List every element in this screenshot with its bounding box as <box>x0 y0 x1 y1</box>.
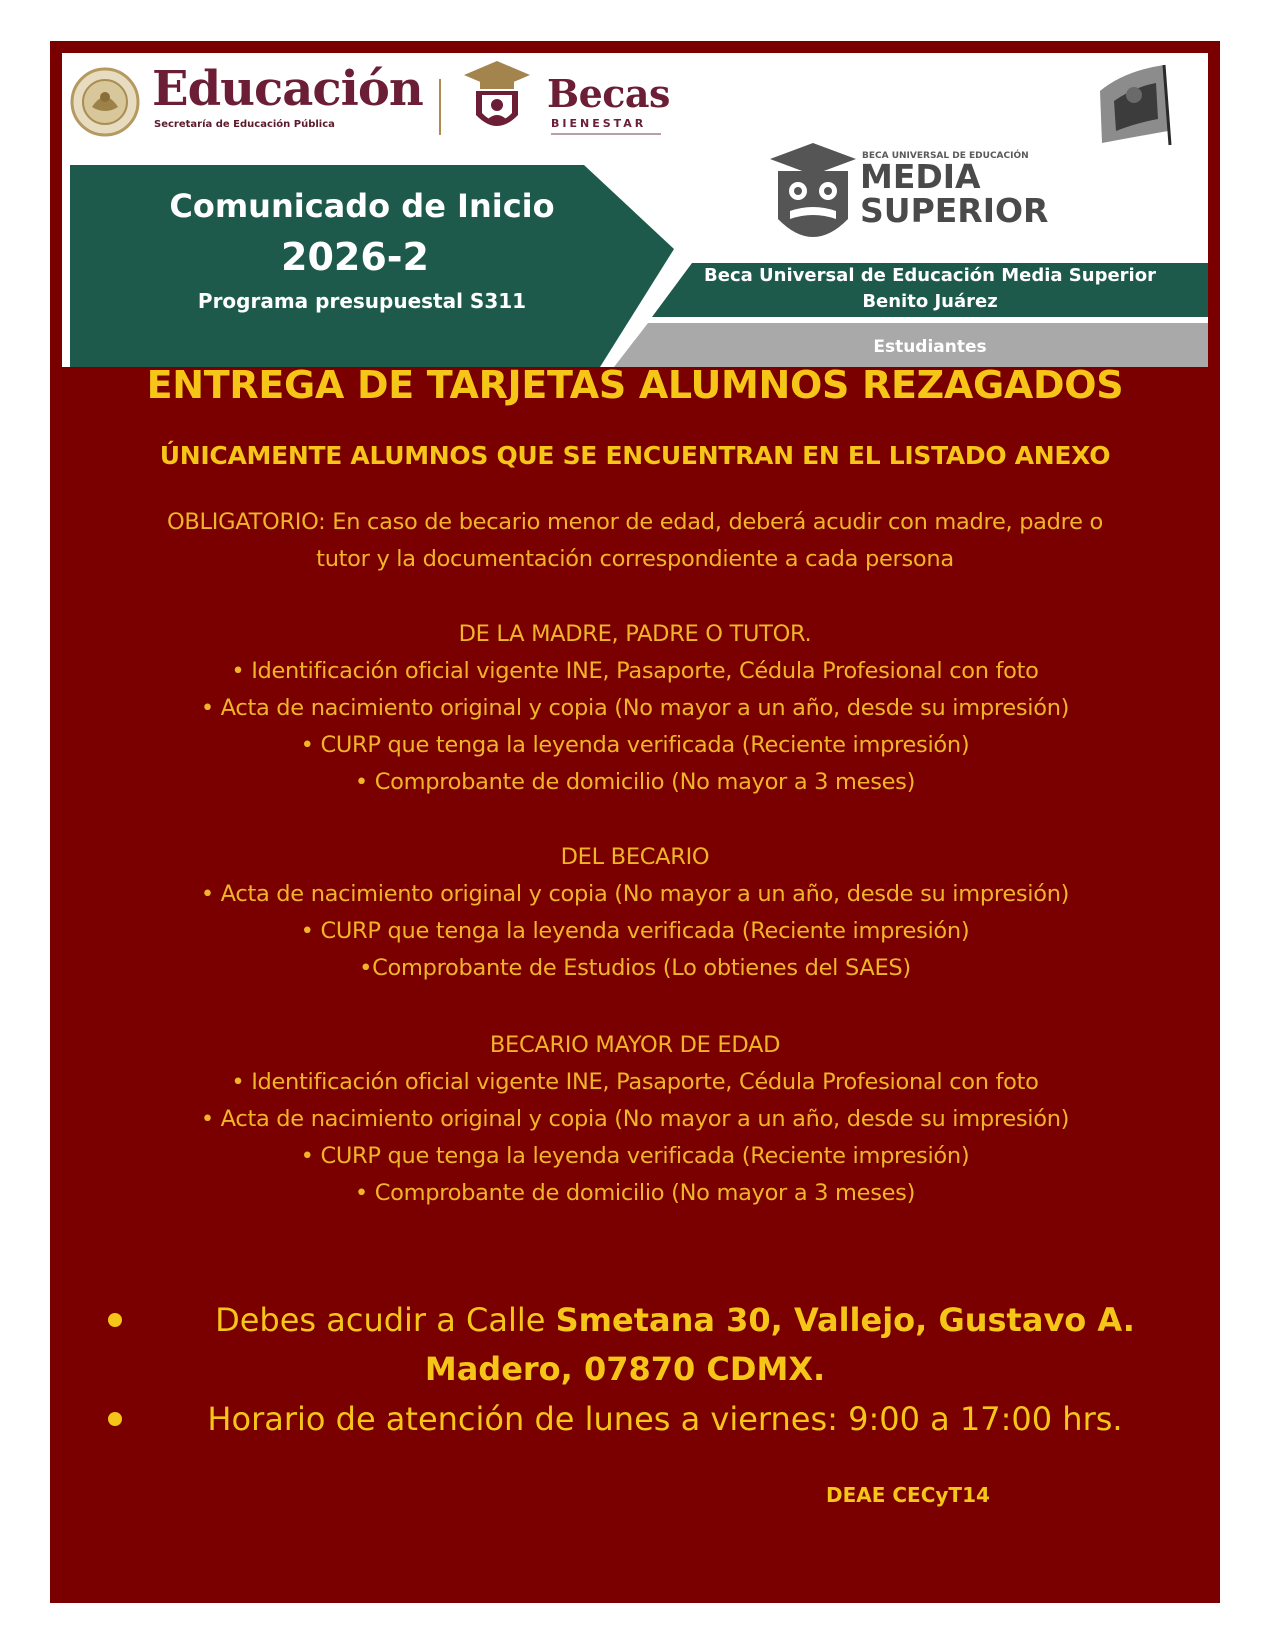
benito-juarez-line: Benito Juárez <box>862 291 998 312</box>
list-item: • Acta de nacimiento original y copia (No mayor a un año, desde su impresión) <box>200 1106 1070 1132</box>
beca-universal-line: Beca Universal de Educación Media Superior <box>704 265 1156 286</box>
section-heading-tutor: DE LA MADRE, PADRE O TUTOR. <box>458 621 812 647</box>
section-heading-becario: DEL BECARIO <box>560 844 710 870</box>
educacion-logo-title: Educación <box>152 61 423 117</box>
obligatorio-line-1: OBLIGATORIO: En caso de becario menor de edad, deberá acudir con madre, padre o <box>167 509 1103 535</box>
horario-line: Horario de atención de lunes a viernes: 9:00 a 17:00 hrs. <box>207 1400 1123 1438</box>
list-item: •Comprobante de Estudios (Lo obtienes del SAES) <box>359 955 911 981</box>
list-item: • Comprobante de domicilio (No mayor a 3 meses) <box>354 769 916 795</box>
header-banner <box>62 53 1208 367</box>
main-title: ENTREGA DE TARJETAS ALUMNOS REZAGADOS <box>146 363 1124 407</box>
list-item: • Identificación oficial vigente INE, Pasaporte, Cédula Profesional con foto <box>231 658 1039 684</box>
list-item: • Comprobante de domicilio (No mayor a 3 meses) <box>354 1180 916 1206</box>
educacion-logo-subtitle: Secretaría de Educación Pública <box>154 119 335 130</box>
list-item: • CURP que tenga la leyenda verificada (Reciente impresión) <box>300 732 970 758</box>
list-item: • Identificación oficial vigente INE, Pasaporte, Cédula Profesional con foto <box>231 1069 1039 1095</box>
superior-label: SUPERIOR <box>860 191 1049 230</box>
becas-logo-subtitle: BIENESTAR <box>551 117 647 130</box>
comunicado-heading: Comunicado de Inicio <box>169 187 555 225</box>
list-item: • CURP que tenga la leyenda verificada (Reciente impresión) <box>300 918 970 944</box>
becas-graduation-cap-icon <box>462 57 532 141</box>
footer-signature: DEAE CECyT14 <box>826 1483 990 1507</box>
obligatorio-line-2: tutor y la documentación correspondiente a cada persona <box>316 546 954 572</box>
list-item: • Acta de nacimiento original y copia (No mayor a un año, desde su impresión) <box>200 881 1070 907</box>
address-street: Smetana 30, Vallejo, Gustavo A. <box>555 1301 1135 1339</box>
list-item: • Acta de nacimiento original y copia (No mayor a un año, desde su impresión) <box>200 695 1070 721</box>
media-superior-shield-icon <box>768 141 858 257</box>
list-item: • CURP que tenga la leyenda verificada (Reciente impresión) <box>300 1143 970 1169</box>
programa-label: Programa presupuestal S311 <box>197 289 527 313</box>
media-superior-small-label: BECA UNIVERSAL DE EDUCACIÓN <box>862 151 1029 161</box>
sep-seal-icon <box>70 67 140 137</box>
logo-divider <box>439 79 441 135</box>
becas-logo-rule <box>551 133 661 135</box>
main-subtitle: ÚNICAMENTE ALUMNOS QUE SE ENCUENTRAN EN EL LISTADO ANEXO <box>159 441 1111 470</box>
becas-logo-title: Becas <box>547 71 670 116</box>
historic-figure-flag-icon <box>1094 61 1174 147</box>
address-city: Madero, 07870 CDMX. <box>424 1350 826 1388</box>
poster <box>50 41 1220 1603</box>
section-heading-mayor: BECARIO MAYOR DE EDAD <box>489 1032 781 1058</box>
media-label: MEDIA <box>860 157 981 196</box>
estudiantes-label: Estudiantes <box>873 337 987 357</box>
address-prefix: Debes acudir a Calle <box>215 1301 556 1339</box>
period-badge: 2026-2 <box>267 231 443 283</box>
address-line-2 <box>40 1345 1210 1393</box>
address-line-1 <box>90 1296 1260 1344</box>
